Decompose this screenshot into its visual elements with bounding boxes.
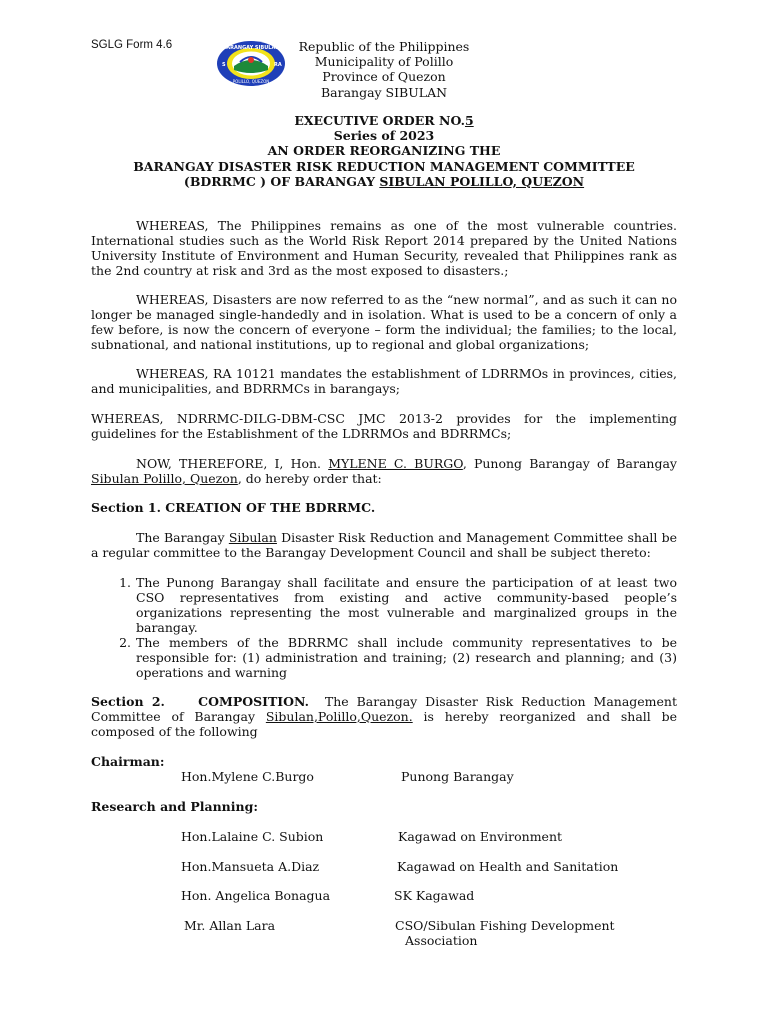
header-republic: Republic of the Philippines: [298, 39, 470, 54]
paragraph-now-therefore: NOW, THEREFORE, I, Hon. MYLENE C. BURGO, Punong Barangay of Barangay Sibulan Polillo, Quezon, do hereby order that:: [91, 456, 677, 486]
member-name: Hon.Mansueta A.Diaz: [181, 859, 320, 874]
seal-bottom-text: POLILLO, QUEZON: [232, 79, 270, 84]
member-name: Hon. Angelica Bonagua: [181, 888, 331, 903]
section-2-place: Sibulan,Polillo,Quezon.: [265, 709, 413, 724]
member-name: Hon.Lalaine C. Subion: [181, 829, 324, 844]
seal-left-mark: S: [222, 62, 226, 68]
seal-top-text: BARANGAY SIBULAN: [222, 45, 280, 51]
title-line-4: BARANGAY DISASTER RISK REDUCTION MANAGEMENT COMMITTEE: [133, 158, 635, 174]
form-number: SGLG Form 4.6: [91, 39, 173, 51]
paragraph-whereas-1: WHEREAS, The Philippines remains as one of the most vulnerable countries. International studies such as the World Risk Report 2014 prepared by the United Nations University Institute of Environment and Human Security, revealed that Philippines rank as the 2nd country at risk and 3rd as the most exposed to disasters.;: [91, 218, 677, 278]
member-role-continued: Association: [405, 933, 478, 948]
member-role: Kagawad on Health and Sanitation: [397, 859, 619, 874]
title-line-5: (BDRRMC ) OF BARANGAY SIBULAN POLILLO, QUEZON: [183, 173, 585, 189]
member-name: Mr. Allan Lara: [184, 918, 276, 933]
section-1-place: Sibulan: [228, 530, 277, 545]
section-2-paragraph: Section 2. COMPOSITION. The Barangay Disaster Risk Reduction Management Committee of Barangay Sibulan,Polillo,Quezon. is hereby reorganized and shall be composed of the following: [91, 694, 678, 739]
paragraph-whereas-4: WHEREAS, NDRRMC-DILG-DBM-CSC JMC 2013-2 provides for the implementing guidelines for the Establishment of the LDRRMOs and BDRRMCs;: [91, 411, 677, 441]
section-2-heading: Section 2. COMPOSITION.: [91, 694, 310, 709]
title-line-3: AN ORDER REORGANIZING THE: [267, 143, 501, 159]
member-role: SK Kagawad: [394, 888, 475, 903]
seal-right-mark: RA: [274, 62, 282, 68]
punong-barangay-name: MYLENE C. BURGO: [328, 456, 463, 471]
title-place: SIBULAN POLILLO, QUEZON: [379, 173, 585, 189]
list-item: 2. The members of the BDRRMC shall include community representatives to be responsible for: (1) administration and training; (2) research and planning; and (3) operations and warning: [135, 635, 677, 680]
order-number-line: EXECUTIVE ORDER NO.5: [294, 113, 474, 128]
chairman-label: Chairman:: [91, 754, 165, 769]
letterhead: [200, 39, 568, 100]
header-municipality: Municipality of Polillo: [314, 54, 454, 70]
member-role: Kagawad on Environment: [398, 829, 563, 844]
series-line: Series of 2023: [333, 128, 435, 144]
member-role: CSO/Sibulan Fishing Development: [395, 918, 615, 933]
section-1-heading: Section 1. CREATION OF THE BDRRMC.: [91, 500, 376, 515]
document-title: [91, 113, 677, 189]
research-planning-label: Research and Planning:: [91, 799, 258, 814]
order-number: 5: [464, 113, 474, 128]
chairman-role: Punong Barangay: [401, 769, 514, 784]
section-1-intro: The Barangay Sibulan Disaster Risk Reduction and Management Committee shall be a regular committee to the Barangay Development Council and shall be subject thereto:: [91, 530, 677, 560]
section-1-list: [91, 575, 677, 680]
paragraph-whereas-3: WHEREAS, RA 10121 mandates the establishment of LDRRMOs in provinces, cities, and municipalities, and BDRRMCs in barangays;: [91, 366, 677, 396]
barangay-place: Sibulan Polillo, Quezon: [91, 471, 238, 486]
list-item: 1. The Punong Barangay shall facilitate and ensure the participation of at least two CSO representatives from existing and active community-based people’s organizations representing the most vulnerable and marginalized groups in the barangay.: [135, 575, 677, 635]
paragraph-whereas-2: WHEREAS, Disasters are now referred to as the “new normal”, and as such it can no longer be managed single-handedly and in isolation. What is used to be a concern of only a few before, is now the concern of everyone – form the individual; the families; to the local, subnational, and national institutions, up to regional and global organizations;: [91, 292, 677, 352]
chairman-name: Hon.Mylene C.Burgo: [181, 769, 314, 784]
header-province: Province of Quezon: [322, 69, 446, 85]
header-barangay: Barangay SIBULAN: [320, 84, 448, 100]
